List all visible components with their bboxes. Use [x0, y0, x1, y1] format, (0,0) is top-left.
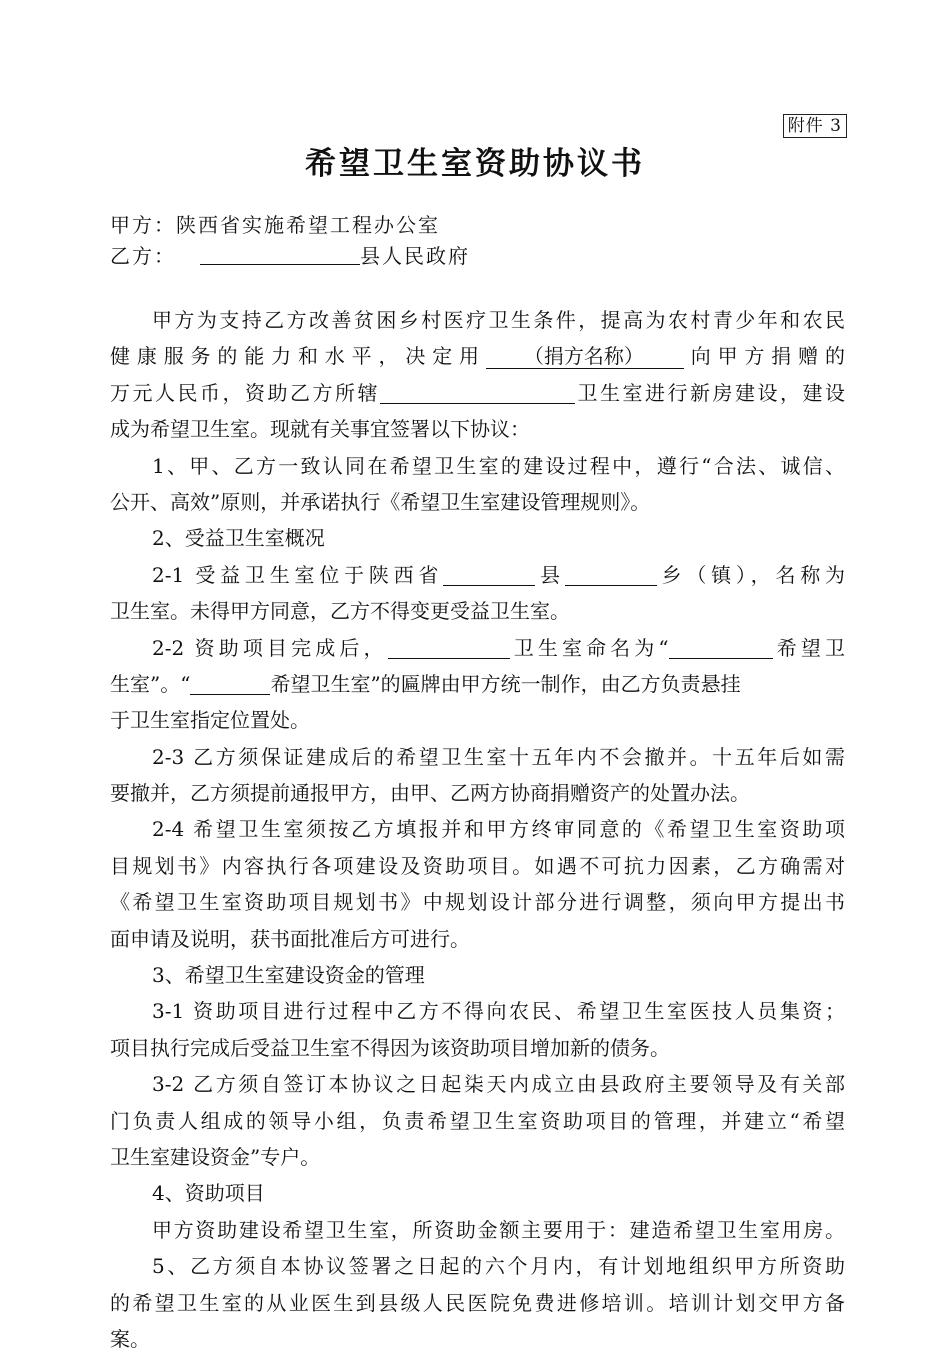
- document-title: 希望卫生室资助协议书: [305, 146, 645, 182]
- paragraph-line: 成为希望卫生室。现就有关事宜签署以下协议：: [110, 417, 530, 442]
- clause-5: 5、乙方须自本协议签署之日起的六个月内，有计划地组织甲方所资助: [152, 1254, 845, 1279]
- paragraph-line: 卫生室。未得甲方同意，乙方不得变更受益卫生室。: [110, 599, 570, 624]
- paragraph-line: 案。: [110, 1326, 150, 1351]
- paragraph-line: [110, 666, 845, 702]
- name-blank: [190, 672, 270, 695]
- clause-2-2: [110, 630, 845, 666]
- clause-3-2: 3-2 乙方须自签订本协议之日起柒天内成立由县政府主要领导及有关部: [152, 1072, 845, 1097]
- paragraph-line: 面申请及说明，获书面批准后方可进行。: [110, 926, 470, 951]
- party-b-prefix: 乙方：: [110, 244, 176, 268]
- party-a-line: 甲方：陕西省实施希望工程办公室: [110, 213, 440, 237]
- donor-name-field: （捐方名称）: [486, 344, 684, 369]
- clause-2-4: 2-4 希望卫生室须按乙方填报并和甲方终审同意的《希望卫生室资助项: [152, 817, 845, 842]
- text-span: 希望卫生室”的匾牌由甲方统一制作，由乙方负责悬挂: [270, 671, 741, 696]
- county-blank: [443, 563, 535, 586]
- paragraph-line: 的希望卫生室的从业医生到县级人民医院免费进修培训。培训计划交甲方备: [110, 1290, 845, 1315]
- paragraph-line: 门负责人组成的领导小组，负责希望卫生室资助项目的管理，并建立“希望: [110, 1108, 845, 1133]
- text-span: 希望卫: [772, 635, 845, 660]
- text-span: 2-1 受益卫生室位于陕西省: [152, 562, 444, 587]
- clause-4-heading: 4、资助项目: [152, 1181, 265, 1206]
- paragraph-line: 公开、高效”原则，并承诺执行《希望卫生室建设管理规则》。: [110, 489, 651, 514]
- clause-2-1: [110, 557, 845, 593]
- paragraph-line: 《希望卫生室资助项目规划书》中规划设计部分进行调整，须向甲方提出书: [110, 890, 845, 915]
- county-blank: [200, 244, 360, 265]
- text-span: 生室”。“: [110, 671, 191, 696]
- paragraph-line: 于卫生室指定位置处。: [110, 708, 310, 733]
- clause-2-3: 2-3 乙方须保证建成后的希望卫生室十五年内不会撤并。十五年后如需: [152, 744, 845, 769]
- township-blank: [565, 563, 657, 586]
- text-span: 卫生室命名为“: [509, 635, 669, 660]
- text-span: 向甲方捐赠的: [683, 344, 846, 369]
- paragraph-line: 目规划书》内容执行各项建设及资助项目。如遇不可抗力因素，乙方确需对: [110, 853, 845, 878]
- text-span: 2-2 资助项目完成后，: [152, 635, 388, 660]
- paragraph-line: 要撤并，乙方须提前通报甲方，由甲、乙两方协商捐赠资产的处置办法。: [110, 781, 750, 806]
- party-b-suffix: 县人民政府: [360, 244, 470, 268]
- name-blank: [669, 636, 773, 659]
- clinic-blank: [380, 381, 575, 404]
- clause-3-1: 3-1 资助项目进行过程中乙方不得向农民、希望卫生室医技人员集资；: [152, 999, 845, 1024]
- agreement-body: [110, 302, 845, 1357]
- text-span: 县: [535, 562, 565, 587]
- text-span: 乡（镇），名称为: [656, 562, 846, 587]
- clause-3-heading: 3、希望卫生室建设资金的管理: [152, 963, 425, 988]
- attachment-label: 附件 3: [783, 114, 847, 138]
- paragraph-line: 项目执行完成后受益卫生室不得因为该资助项目增加新的债务。: [110, 1035, 670, 1060]
- paragraph-line: [110, 375, 845, 411]
- clause-1: 1、甲、乙方一致认同在希望卫生室的建设过程中，遵行“合法、诚信、: [152, 453, 845, 478]
- paragraph-line: [110, 338, 845, 374]
- paragraph-line: 甲方为支持乙方改善贫困乡村医疗卫生条件，提高为农村青少年和农民: [152, 308, 845, 332]
- clause-4-text: 甲方资助建设希望卫生室，所资助金额主要用于：建造希望卫生室用房。: [152, 1217, 845, 1242]
- clinic-blank: [388, 636, 510, 659]
- text-span: 健康服务的能力和水平，决定用: [110, 344, 486, 369]
- text-span: 卫生室进行新房建设，建设: [575, 380, 845, 405]
- paragraph-line: 卫生室建设资金”专户。: [110, 1144, 321, 1169]
- clause-2-heading: 2、受益卫生室概况: [152, 526, 325, 551]
- party-b-line: [110, 241, 470, 271]
- text-span: 万元人民币，资助乙方所辖: [110, 380, 380, 405]
